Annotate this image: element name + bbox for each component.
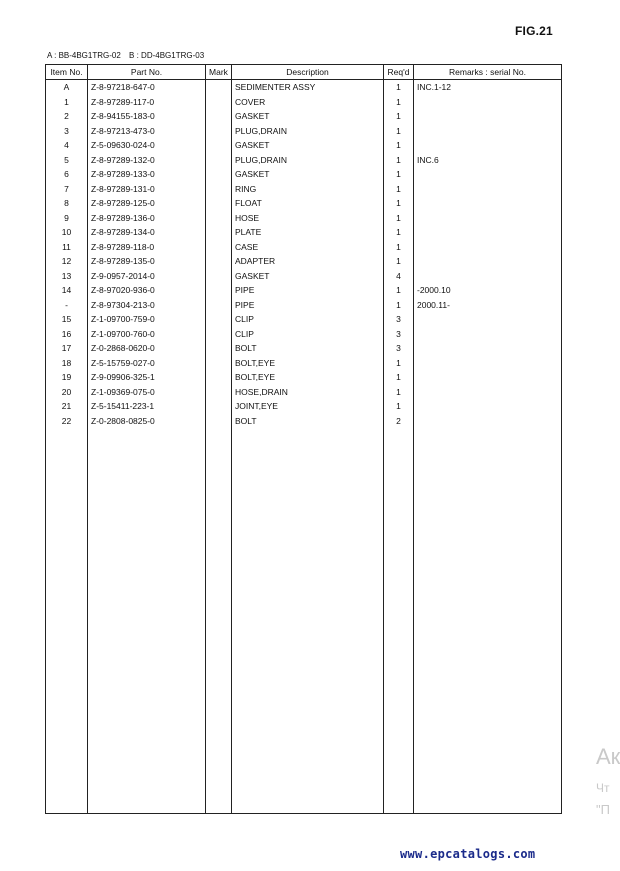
table-header-row xyxy=(46,65,562,80)
cell-part-no: Z-8-97289-117-0 xyxy=(88,95,206,110)
table-row xyxy=(46,80,562,95)
cell-description: ADAPTER xyxy=(232,254,384,269)
header-item-no: Item No. xyxy=(46,65,88,80)
table-row xyxy=(46,283,562,298)
table-row xyxy=(46,370,562,385)
cell-item-no: 17 xyxy=(46,341,88,356)
cell-mark xyxy=(206,196,232,211)
blank-cell xyxy=(232,428,384,814)
cell-part-no: Z-0-2808-0825-0 xyxy=(88,414,206,429)
cell-description: PLATE xyxy=(232,225,384,240)
table-row xyxy=(46,341,562,356)
cell-description: BOLT xyxy=(232,341,384,356)
cell-reqd: 2 xyxy=(384,414,414,429)
cell-item-no: 21 xyxy=(46,399,88,414)
cell-description: RING xyxy=(232,182,384,197)
cell-reqd: 1 xyxy=(384,298,414,313)
cell-description: GASKET xyxy=(232,269,384,284)
cell-reqd: 1 xyxy=(384,153,414,168)
cell-part-no: Z-5-15411-223-1 xyxy=(88,399,206,414)
cell-part-no: Z-8-97289-134-0 xyxy=(88,225,206,240)
cell-part-no: Z-8-97289-136-0 xyxy=(88,211,206,226)
watermark-line-2: Чт xyxy=(596,781,610,795)
cell-part-no: Z-8-94155-183-0 xyxy=(88,109,206,124)
table-row xyxy=(46,312,562,327)
table-row xyxy=(46,327,562,342)
cell-item-no: 7 xyxy=(46,182,88,197)
cell-description: JOINT,EYE xyxy=(232,399,384,414)
cell-reqd: 1 xyxy=(384,240,414,255)
cell-reqd: 1 xyxy=(384,109,414,124)
cell-reqd: 1 xyxy=(384,167,414,182)
cell-item-no: 10 xyxy=(46,225,88,240)
cell-reqd: 3 xyxy=(384,327,414,342)
cell-part-no: Z-9-0957-2014-0 xyxy=(88,269,206,284)
cell-remarks xyxy=(414,211,562,226)
cell-item-no: 2 xyxy=(46,109,88,124)
cell-item-no: 8 xyxy=(46,196,88,211)
table-blank-area xyxy=(46,428,562,814)
blank-cell xyxy=(414,428,562,814)
cell-description: HOSE,DRAIN xyxy=(232,385,384,400)
cell-mark xyxy=(206,312,232,327)
cell-description: GASKET xyxy=(232,167,384,182)
blank-cell xyxy=(206,428,232,814)
cell-description: BOLT xyxy=(232,414,384,429)
cell-description: CLIP xyxy=(232,327,384,342)
cell-item-no: 18 xyxy=(46,356,88,371)
cell-mark xyxy=(206,283,232,298)
cell-mark xyxy=(206,269,232,284)
cell-item-no: 19 xyxy=(46,370,88,385)
cell-item-no: 13 xyxy=(46,269,88,284)
cell-description: PLUG,DRAIN xyxy=(232,124,384,139)
model-legend xyxy=(47,51,210,60)
cell-item-no: 16 xyxy=(46,327,88,342)
cell-mark xyxy=(206,109,232,124)
cell-part-no: Z-8-97213-473-0 xyxy=(88,124,206,139)
cell-item-no: 1 xyxy=(46,95,88,110)
cell-reqd: 1 xyxy=(384,283,414,298)
cell-reqd: 1 xyxy=(384,356,414,371)
cell-item-no: 22 xyxy=(46,414,88,429)
cell-reqd: 1 xyxy=(384,399,414,414)
cell-description: BOLT,EYE xyxy=(232,356,384,371)
cell-part-no: Z-9-09906-325-1 xyxy=(88,370,206,385)
cell-description: GASKET xyxy=(232,109,384,124)
cell-reqd: 1 xyxy=(384,182,414,197)
table-row xyxy=(46,356,562,371)
parts-table-body xyxy=(46,80,562,814)
cell-remarks xyxy=(414,414,562,429)
cell-mark xyxy=(206,327,232,342)
cell-part-no: Z-1-09700-760-0 xyxy=(88,327,206,342)
table-row xyxy=(46,298,562,313)
blank-cell xyxy=(46,428,88,814)
cell-item-no: 12 xyxy=(46,254,88,269)
cell-item-no: A xyxy=(46,80,88,95)
cell-part-no: Z-8-97289-125-0 xyxy=(88,196,206,211)
cell-description: CLIP xyxy=(232,312,384,327)
cell-remarks xyxy=(414,312,562,327)
cell-reqd: 1 xyxy=(384,211,414,226)
cell-mark xyxy=(206,124,232,139)
watermark-line-1: Ак xyxy=(596,744,620,769)
cell-remarks xyxy=(414,196,562,211)
cell-mark xyxy=(206,138,232,153)
cell-remarks xyxy=(414,385,562,400)
header-mark: Mark xyxy=(206,65,232,80)
cell-part-no: Z-5-15759-027-0 xyxy=(88,356,206,371)
cell-remarks: 2000.11- xyxy=(414,298,562,313)
cell-reqd: 1 xyxy=(384,225,414,240)
header-part-no: Part No. xyxy=(88,65,206,80)
header-reqd: Req'd xyxy=(384,65,414,80)
cell-remarks xyxy=(414,182,562,197)
cell-description: PIPE xyxy=(232,283,384,298)
cell-item-no: 20 xyxy=(46,385,88,400)
table-row xyxy=(46,167,562,182)
cell-reqd: 1 xyxy=(384,138,414,153)
cell-remarks xyxy=(414,167,562,182)
table-row xyxy=(46,95,562,110)
cell-part-no: Z-1-09369-075-0 xyxy=(88,385,206,400)
cell-mark xyxy=(206,211,232,226)
cell-remarks xyxy=(414,254,562,269)
cell-description: HOSE xyxy=(232,211,384,226)
cell-mark xyxy=(206,356,232,371)
table-row xyxy=(46,211,562,226)
table-row xyxy=(46,269,562,284)
cell-remarks xyxy=(414,269,562,284)
table-row xyxy=(46,385,562,400)
table-row xyxy=(46,225,562,240)
cell-part-no: Z-8-97289-118-0 xyxy=(88,240,206,255)
cell-item-no: 9 xyxy=(46,211,88,226)
cell-mark xyxy=(206,153,232,168)
cell-description: BOLT,EYE xyxy=(232,370,384,385)
watermark-line-3: "П xyxy=(596,802,610,817)
cell-mark xyxy=(206,341,232,356)
cell-part-no: Z-5-09630-024-0 xyxy=(88,138,206,153)
table-row xyxy=(46,196,562,211)
cell-mark xyxy=(206,414,232,429)
cell-reqd: 1 xyxy=(384,254,414,269)
website-link[interactable]: www.epcatalogs.com xyxy=(400,847,536,861)
cell-mark xyxy=(206,370,232,385)
cell-part-no: Z-8-97289-133-0 xyxy=(88,167,206,182)
cell-remarks xyxy=(414,341,562,356)
cell-reqd: 1 xyxy=(384,95,414,110)
cell-part-no: Z-8-97289-132-0 xyxy=(88,153,206,168)
cell-remarks xyxy=(414,356,562,371)
cell-item-no: 6 xyxy=(46,167,88,182)
table-row xyxy=(46,124,562,139)
cell-remarks xyxy=(414,109,562,124)
cell-remarks xyxy=(414,124,562,139)
blank-cell xyxy=(88,428,206,814)
cell-mark xyxy=(206,182,232,197)
cell-item-no: 11 xyxy=(46,240,88,255)
cell-mark xyxy=(206,254,232,269)
cell-mark xyxy=(206,167,232,182)
table-row xyxy=(46,109,562,124)
cell-item-no: 14 xyxy=(46,283,88,298)
cell-reqd: 3 xyxy=(384,312,414,327)
cell-description: SEDIMENTER ASSY xyxy=(232,80,384,95)
cell-item-no: 5 xyxy=(46,153,88,168)
table-row xyxy=(46,153,562,168)
cell-remarks xyxy=(414,225,562,240)
cell-remarks: INC.6 xyxy=(414,153,562,168)
header-remarks: Remarks : serial No. xyxy=(414,65,562,80)
cell-description: PLUG,DRAIN xyxy=(232,153,384,168)
cell-reqd: 1 xyxy=(384,124,414,139)
cell-mark xyxy=(206,399,232,414)
cell-mark xyxy=(206,95,232,110)
cell-reqd: 3 xyxy=(384,341,414,356)
cell-mark xyxy=(206,80,232,95)
cell-mark xyxy=(206,298,232,313)
cell-part-no: Z-8-97304-213-0 xyxy=(88,298,206,313)
cell-remarks xyxy=(414,370,562,385)
cell-item-no: - xyxy=(46,298,88,313)
cell-description: GASKET xyxy=(232,138,384,153)
cell-part-no: Z-0-2868-0620-0 xyxy=(88,341,206,356)
table-row xyxy=(46,399,562,414)
cell-description: PIPE xyxy=(232,298,384,313)
parts-table xyxy=(45,64,562,814)
cell-reqd: 1 xyxy=(384,196,414,211)
cell-reqd: 1 xyxy=(384,80,414,95)
cell-mark xyxy=(206,385,232,400)
cell-description: COVER xyxy=(232,95,384,110)
cell-remarks xyxy=(414,327,562,342)
cell-part-no: Z-8-97218-647-0 xyxy=(88,80,206,95)
table-row xyxy=(46,138,562,153)
blank-cell xyxy=(384,428,414,814)
model-a-label: A : BB-4BG1TRG-02 xyxy=(47,51,121,60)
cell-reqd: 4 xyxy=(384,269,414,284)
cell-remarks xyxy=(414,240,562,255)
cell-remarks xyxy=(414,95,562,110)
table-row xyxy=(46,414,562,429)
table-row xyxy=(46,240,562,255)
cell-item-no: 3 xyxy=(46,124,88,139)
cell-remarks: INC.1-12 xyxy=(414,80,562,95)
cell-description: FLOAT xyxy=(232,196,384,211)
cell-remarks xyxy=(414,138,562,153)
cell-part-no: Z-8-97289-135-0 xyxy=(88,254,206,269)
table-row xyxy=(46,182,562,197)
table-row xyxy=(46,254,562,269)
header-description: Description xyxy=(232,65,384,80)
figure-number: FIG.21 xyxy=(515,24,553,38)
model-b-label: B : DD-4BG1TRG-03 xyxy=(129,51,205,60)
cell-reqd: 1 xyxy=(384,385,414,400)
cell-reqd: 1 xyxy=(384,370,414,385)
cell-part-no: Z-8-97289-131-0 xyxy=(88,182,206,197)
cell-remarks: -2000.10 xyxy=(414,283,562,298)
cell-mark xyxy=(206,240,232,255)
cell-part-no: Z-8-97020-936-0 xyxy=(88,283,206,298)
cell-item-no: 4 xyxy=(46,138,88,153)
cell-remarks xyxy=(414,399,562,414)
cell-part-no: Z-1-09700-759-0 xyxy=(88,312,206,327)
cell-description: CASE xyxy=(232,240,384,255)
cell-mark xyxy=(206,225,232,240)
cell-item-no: 15 xyxy=(46,312,88,327)
